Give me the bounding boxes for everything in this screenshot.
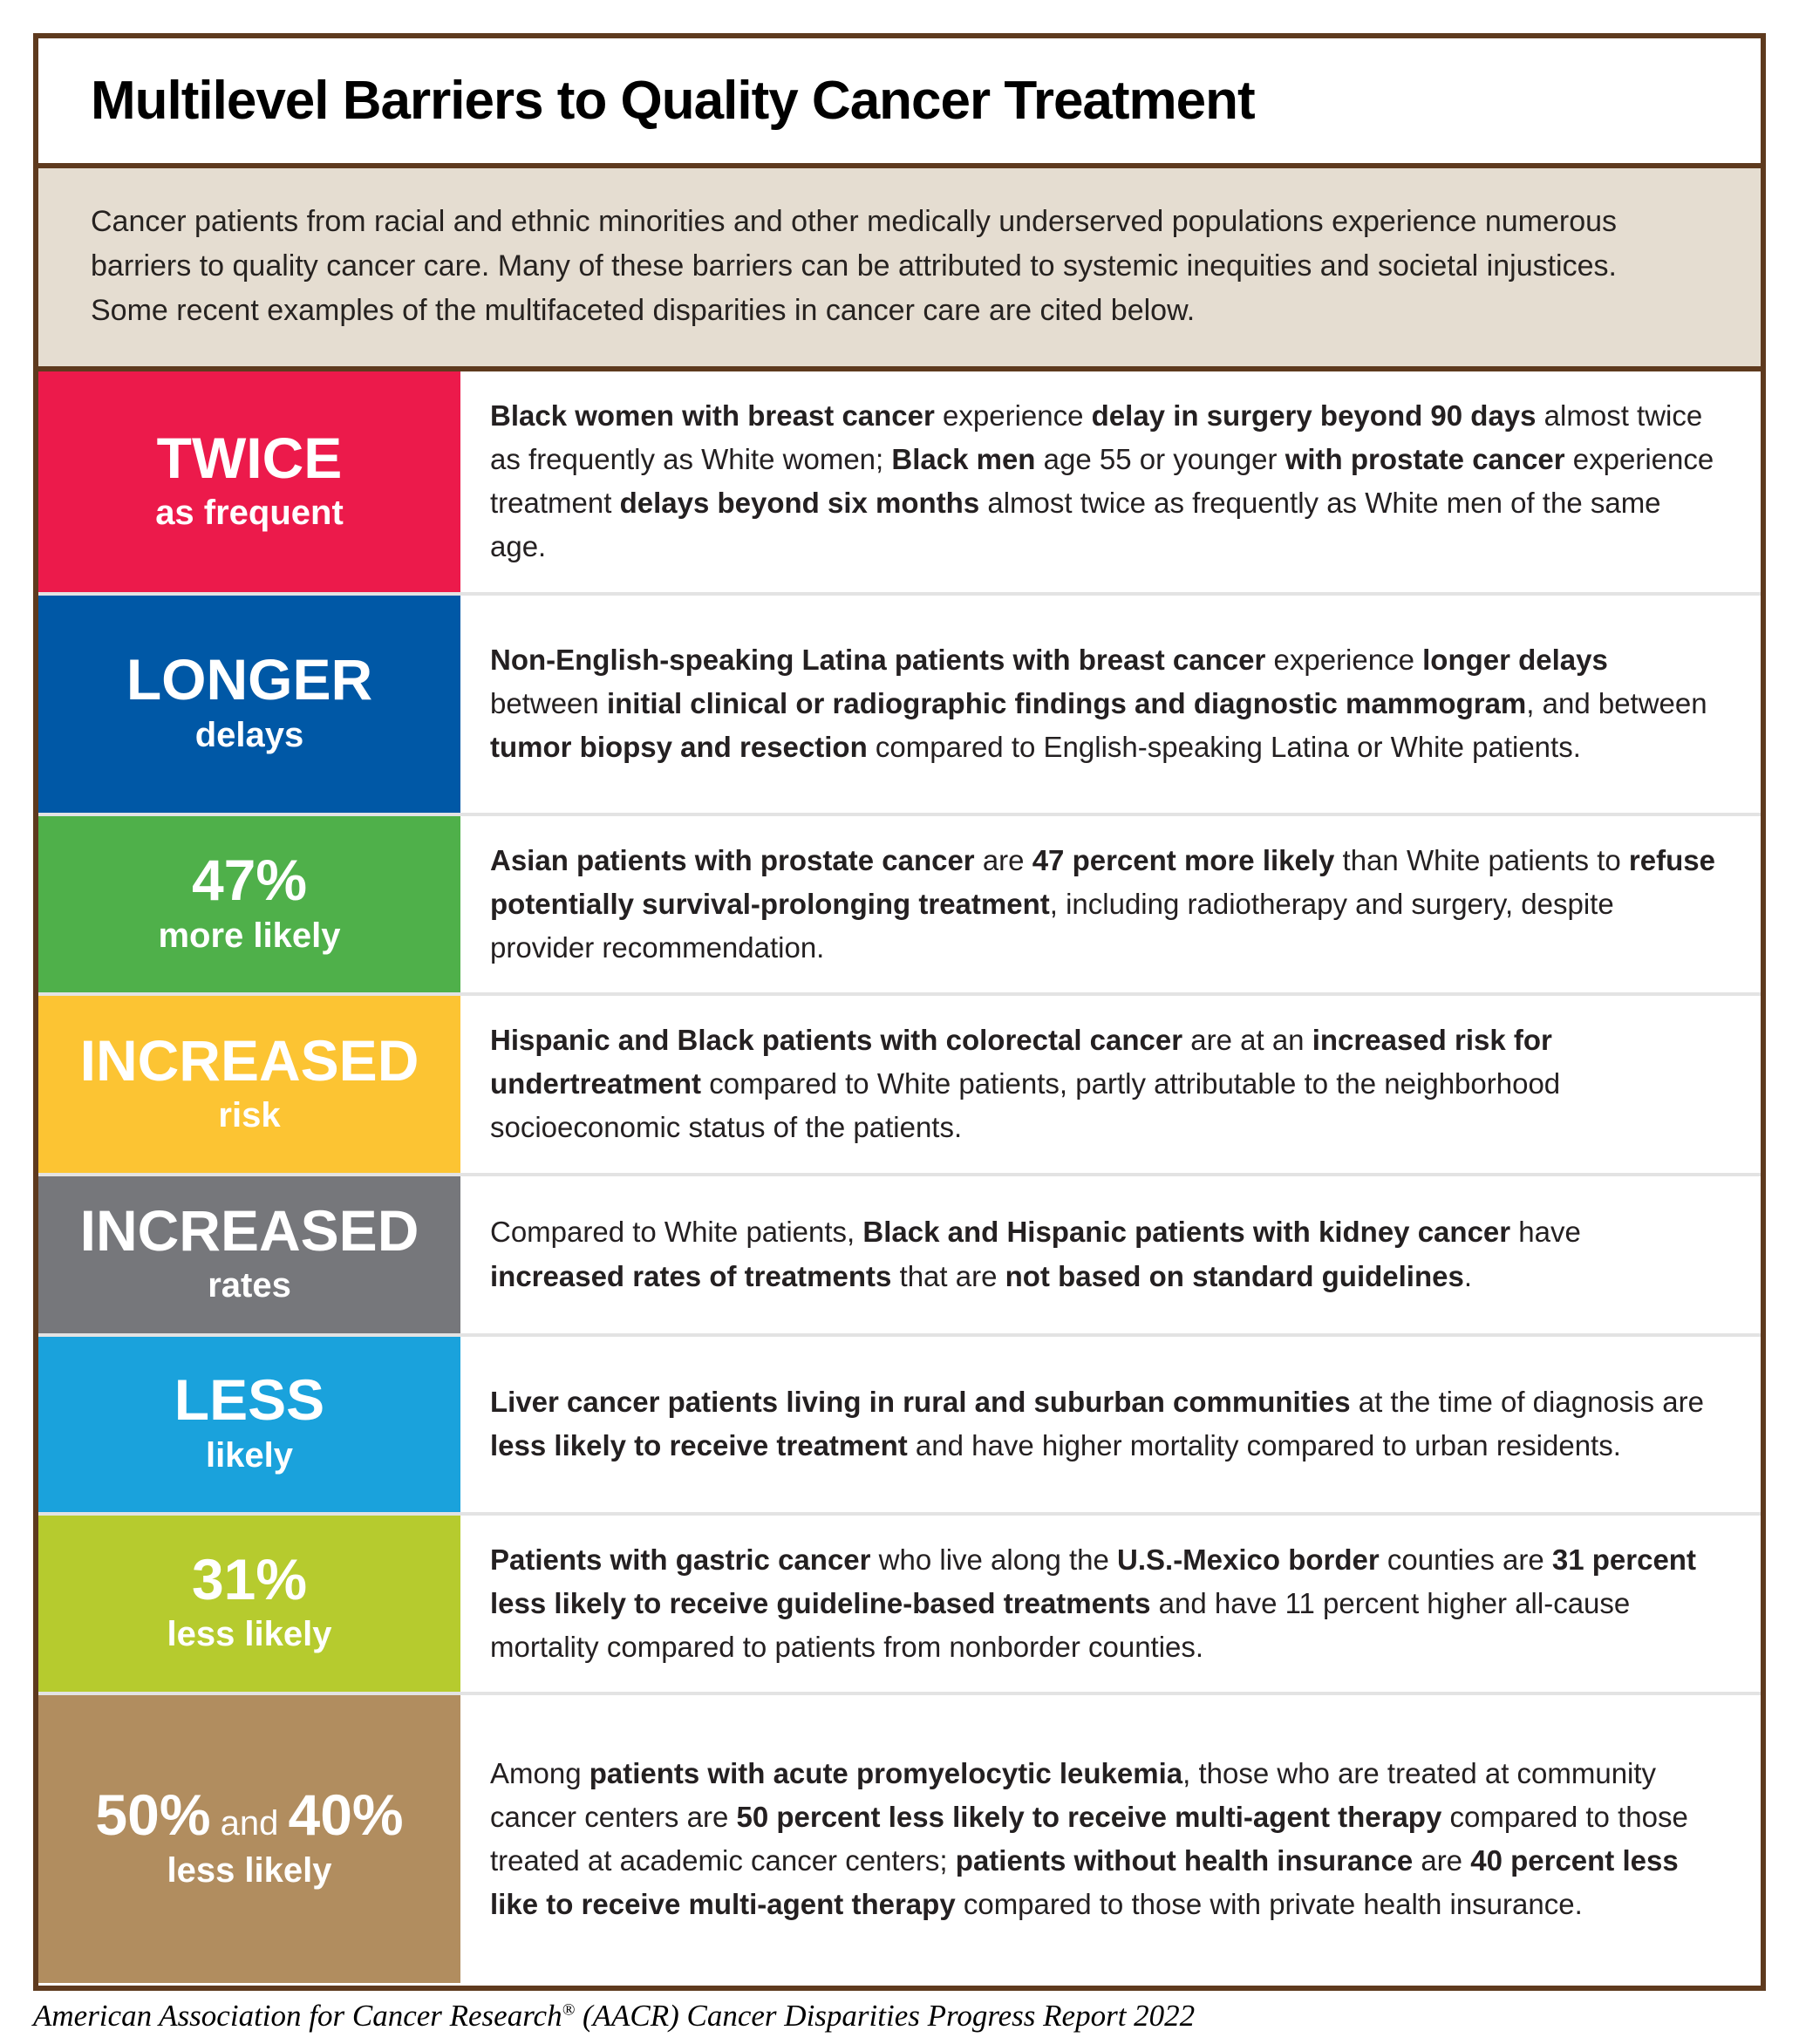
stat-value [79,1197,419,1263]
stat-text: LONGER [126,647,373,712]
page-title: Multilevel Barriers to Quality Cancer Treatment [91,71,1255,131]
table-row [38,1512,1761,1692]
stat-text: LESS [174,1367,325,1433]
table-row [38,592,1761,813]
row-description [460,1176,1761,1333]
table-row [38,992,1761,1172]
stat-text: INCREASED [79,1197,419,1263]
table-row [38,371,1761,592]
stat-badge [38,1695,460,1983]
row-description [460,1695,1761,1983]
title-bar [38,38,1761,163]
stat-label: less likely [167,1850,332,1890]
table-row [38,1173,1761,1333]
stat-badge [38,1337,460,1512]
stat-text: TWICE [156,425,343,490]
barrier-rows [38,371,1761,1986]
stat-value [126,647,373,712]
stat-label: likely [205,1435,294,1475]
stat-value [191,1547,308,1612]
stat-badge [38,1176,460,1333]
stat-text: and [210,1804,289,1843]
stat-label: more likely [158,916,341,955]
stat-label: delays [194,715,304,754]
stat-value [156,425,343,490]
row-description-text: Liver cancer patients living in rural and suburban communities at the time of diagnosis are less likely to receive treatment and have higher mortality compared to urban residents. [490,1385,1704,1462]
stat-text: 50% [95,1782,211,1848]
row-description-text: Patients with gastric cancer who live along the U.S.-Mexico border counties are 31 percent less likely to receive guideline-based treatments and have 11 percent higher all-cause mortality compared to patients from nonborder counties. [490,1543,1696,1663]
row-description-text: Hispanic and Black patients with colorectal cancer are at an increased risk for undertreatment compared to White patients, partly attributable to the neighborhood socioeconomic status of the patients. [490,1024,1561,1144]
stat-text: 47% [191,848,308,913]
stat-badge [38,596,460,813]
intro-panel [38,163,1761,371]
row-description [460,816,1761,992]
stat-label: less likely [167,1615,332,1654]
stat-label: risk [218,1095,281,1134]
stat-text: 40% [288,1782,404,1848]
footer-credit: American Association for Cancer Research® (AACR) Cancer Disparities Progress Report 2022 [33,1999,1196,2033]
stat-value [174,1367,325,1433]
stat-value [79,1027,419,1093]
intro-text: Cancer patients from racial and ethnic minorities and other medically underserved populations experience numerous barriers to quality cancer care. Many of these barriers can be attributed to systemic inequities and societal injustices. Some recent examples of the multifaceted disparities in cancer care are cited below. [91,205,1618,327]
stat-value [191,848,308,913]
table-row [38,813,1761,992]
stat-label: rates [208,1266,291,1305]
row-description-text: Asian patients with prostate cancer are 47 percent more likely than White patients to refuse potentially survival-prolonging treatment, including radiotherapy and surgery, despite provider recommendation. [490,843,1715,964]
stat-text: INCREASED [79,1027,419,1093]
row-description-text: Non-English-speaking Latina patients with breast cancer experience longer delays between initial clinical or radiographic findings and diagnostic mammogram, and between tumor biopsy and resection compared to English-speaking Latina or White patients. [490,643,1707,764]
stat-badge [38,816,460,992]
stat-badge [38,1516,460,1692]
table-row [38,1692,1761,1983]
stat-badge [38,996,460,1172]
stat-label: as frequent [155,493,344,532]
stat-badge [38,371,460,592]
table-row [38,1333,1761,1512]
stat-value [95,1782,404,1848]
stat-text: 31% [191,1547,308,1612]
row-description [460,996,1761,1172]
row-description [460,1516,1761,1692]
row-description-text: Compared to White patients, Black and Hispanic patients with kidney cancer have increased rates of treatments that are not based on standard guidelines. [490,1216,1581,1292]
row-description [460,371,1761,592]
frame [33,33,1766,1991]
row-description [460,1337,1761,1512]
row-description-text: Among patients with acute promyelocytic leukemia, those who are treated at community cancer centers are 50 percent less likely to receive multi-agent therapy compared to those treated at academic cancer centers; patients without health insurance are 40 percent less like to receive multi-agent therapy compared to those with private health insurance. [490,1756,1688,1921]
row-description-text: Black women with breast cancer experience delay in surgery beyond 90 days almost twice as frequently as White women; Black men age 55 or younger with prostate cancer experience treatment delays beyond six months almost twice as frequently as White men of the same age. [490,399,1714,563]
row-description [460,596,1761,813]
